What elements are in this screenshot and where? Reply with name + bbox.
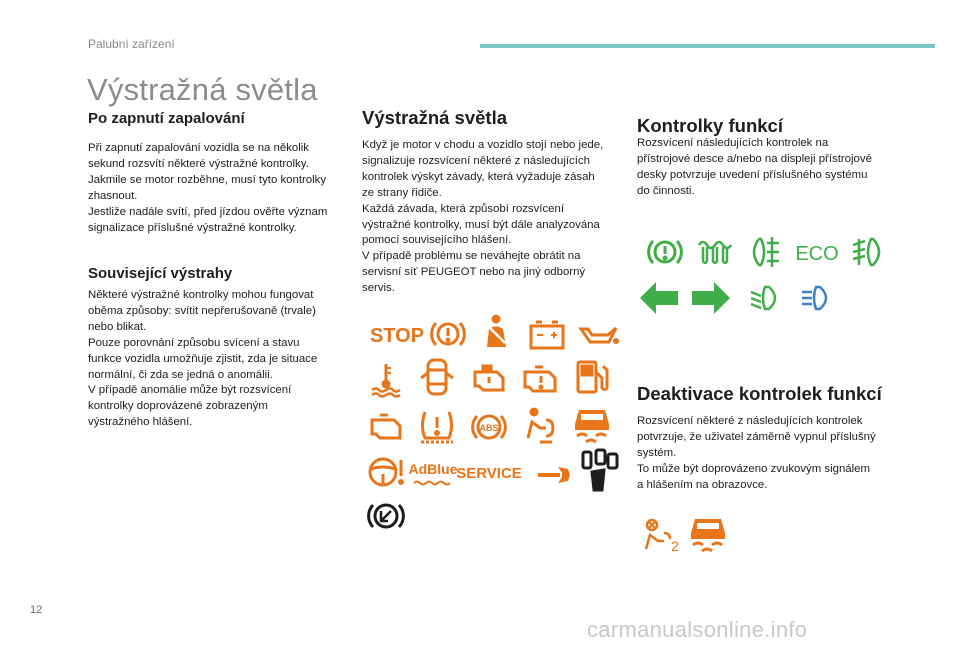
page-number: 12 (30, 604, 43, 616)
text-line: V případě anomálie může být rozsvícení (88, 384, 292, 397)
text-line: servis. (362, 282, 395, 295)
text-line: oběma způsoby: svítit nepřerušovaně (trvale) (88, 304, 316, 317)
adblue-icon (408, 453, 458, 491)
text-line: zhasnout. (88, 189, 138, 202)
passenger-airbag-off-icon (642, 517, 682, 555)
paragraph-warning-lights (362, 138, 603, 297)
text-line: servisní síť PEUGEOT nebo na jiný odborný (362, 266, 586, 279)
text-line: pomocí souvisejícího hlášení. (362, 234, 512, 247)
page-title: Výstražná světla (87, 72, 318, 107)
left-indicator-icon (638, 279, 680, 317)
tyre-pressure-icon (417, 406, 457, 444)
text-line: kontrolky doprovázené zobrazeným (88, 400, 268, 413)
text-line: signalizuje rozsvícení některé z následujících (362, 154, 590, 167)
oil-pressure-icon (578, 315, 618, 353)
text-line: funkce vozidla umožňuje zjistit, zda je situace (88, 352, 318, 365)
heading-after-ignition: Po zapnutí zapalování (88, 110, 245, 127)
stop-icon (369, 315, 425, 353)
text-line: Rozsvícení některé z následujících kontrolek (637, 415, 863, 427)
text-line: Pouze porovnání způsobu svícení a stavu (88, 336, 300, 349)
front-fog-icon (849, 233, 889, 271)
svg-text:ABS: ABS (479, 423, 499, 433)
text-line: Když je motor v chodu a vozidlo stojí nebo jede, (362, 139, 604, 151)
section-header: Palubní zařízení (88, 37, 175, 51)
fuel-low-icon (572, 358, 612, 396)
text-line: Jestliže nadále svítí, před jízdou ověřte význam (88, 205, 328, 218)
header-accent-bar (480, 44, 935, 48)
paragraph-related-warnings (88, 288, 317, 431)
foot-on-brake-icon (580, 448, 620, 492)
paragraph-after-ignition (88, 141, 327, 236)
text-line: Rozsvícení následujících kontrolek na (637, 137, 829, 149)
engine-fault-icon (469, 360, 509, 398)
text-line: přístrojové desce a/nebo na displeji přístrojové (637, 152, 872, 165)
text-line: kontrolek výskyt závady, která vyžaduje zásah (362, 170, 595, 183)
text-line: nebo blikat. (88, 320, 147, 333)
abs-icon (469, 408, 509, 446)
text-line: ze strany řidiče. (362, 186, 442, 199)
text-line: Při zapnutí zapalování vozidla se na několik (88, 142, 309, 154)
coolant-temperature-icon (366, 360, 406, 398)
text-line: výstražné kontrolky, musí být dále analyzována (362, 218, 600, 231)
watermark: carmanualsonline.info (587, 617, 808, 642)
esp-off-icon (688, 515, 728, 553)
text-line: a hlášením na obrazovce. (637, 478, 768, 491)
rear-fog-icon (745, 233, 785, 271)
service-icon (456, 453, 522, 491)
esp-icon (572, 406, 612, 444)
engine-diagnosis-icon (366, 408, 406, 446)
door-open-icon (417, 358, 457, 396)
dipped-beam-icon (745, 279, 785, 317)
heading-function-lights: Kontrolky funkcí (637, 115, 783, 136)
text-line: desky potvrzuje uvedení příslušného systému (637, 168, 868, 181)
text-line: sekund rozsvítí některé výstražné kontrolky. (88, 157, 309, 170)
text-line: potvrzuje, že uživatel záměrně vypnul příslušný (637, 430, 876, 443)
right-indicator-icon (690, 279, 732, 317)
brake-icon (428, 315, 468, 353)
text-line: V případě problému se neváhejte obrátit na (362, 250, 581, 263)
text-line: Každá závada, která způsobí rozsvícení (362, 202, 564, 215)
text-line: systém. (637, 446, 677, 459)
paragraph-function-lights (637, 136, 872, 200)
paragraph-deactivation (637, 414, 876, 494)
preheating-icon (695, 233, 735, 271)
power-steering-icon (366, 453, 406, 491)
text-line: do činnosti. (637, 184, 695, 197)
electric-parking-brake-icon (366, 497, 406, 535)
text-line: signalizace příslušné výstražné kontrolky. (88, 221, 297, 234)
eco-label: ECO (795, 243, 839, 265)
wrench-icon (534, 455, 574, 493)
battery-icon (527, 315, 567, 353)
parking-brake-icon (645, 233, 685, 271)
adblue-label: AdBlue (408, 461, 458, 477)
text-line: normální, či zda se jedná o anomálii. (88, 368, 273, 381)
heading-related-warnings: Související výstrahy (88, 265, 233, 282)
engine-fault-outline-icon (520, 360, 560, 398)
stop-label: STOP (369, 325, 425, 347)
text-line: Některé výstražné kontrolky mohou fungovat (88, 289, 314, 301)
eco-icon (793, 233, 841, 271)
svg-text:2: 2 (671, 538, 679, 554)
airbag-off-icon (520, 406, 560, 444)
heading-warning-lights: Výstražná světla (362, 107, 508, 128)
seatbelt-icon (476, 313, 516, 351)
main-beam-icon (796, 279, 836, 317)
text-line: výstražného hlášení. (88, 416, 193, 429)
heading-deactivation: Deaktivace kontrolek funkcí (637, 383, 882, 404)
text-line: To může být doprovázeno zvukovým signálem (637, 462, 870, 475)
text-line: Jakmile se motor rozběhne, musí tyto kontrolky (88, 173, 327, 186)
service-label: SERVICE (456, 465, 522, 482)
